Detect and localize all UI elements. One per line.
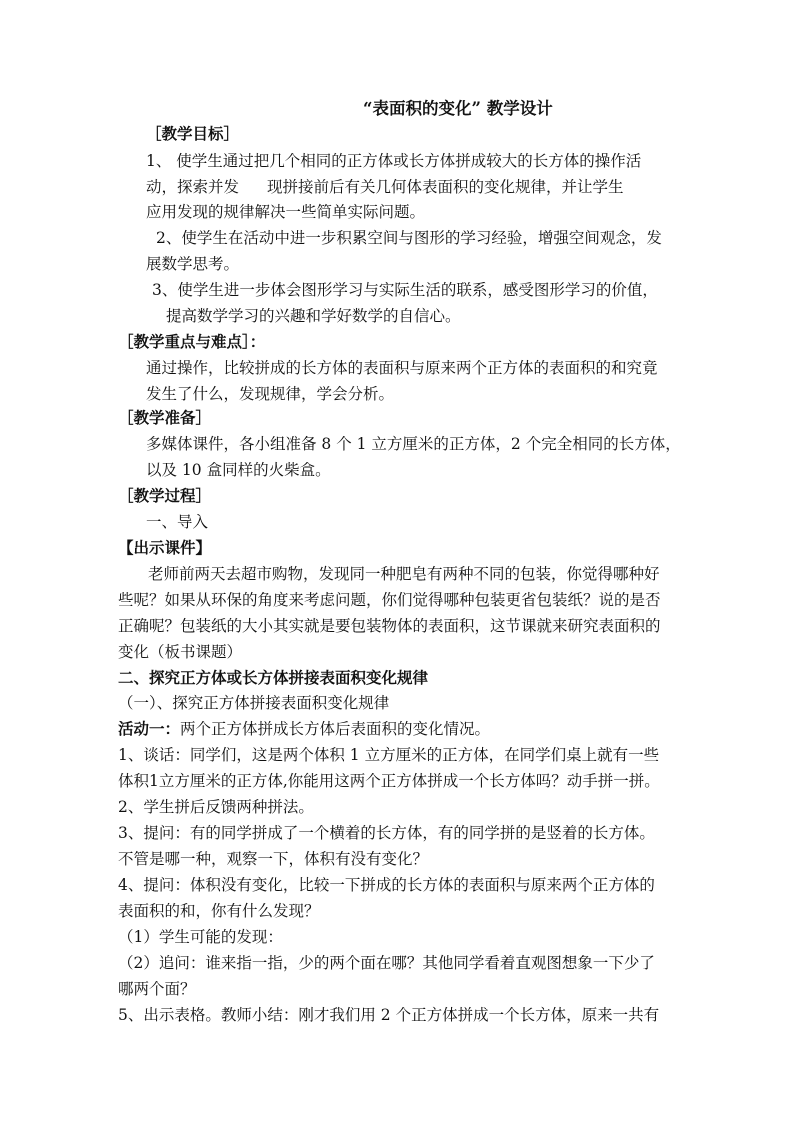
intro-paragraph-line-1: 老师前两天去超市购物，发现同一种肥皂有两种不同的包装，你觉得哪种好 [148,565,660,583]
step-4-line-1: 4、提问：体积没有变化，比较一下拼成的长方体的表面积与原来两个正方体的 [118,876,655,894]
subsection-cube-heading: （一）、探究正方体拼接表面积变化规律 [118,694,390,712]
preparation-line-1: 多媒体课件，各小组准备 8 个 1 立方厘米的正方体，2 个完全相同的长方体， [146,435,681,453]
document-title: “表面积的变化” 教学设计 [363,99,553,118]
step-4-b-line-1: （2）追问：谁来指一指，少的两个面在哪？其他同学看着直观图想象一下少了 [118,954,655,972]
heading-teaching-goals: ［教学目标］ [146,124,240,143]
key-points-line-2: 发生了什么，发现规律，学会分析。 [146,385,395,403]
goal-2-line-1: 2、使学生在活动中进一步积累空间与图形的学习经验，增强空间观念，发 [156,229,662,247]
section-explore-heading: 二、探究正方体或长方体拼接表面积变化规律 [118,668,429,687]
goal-3-line-2: 提高数学学习的兴趣和学好数学的自信心。 [166,307,461,325]
preparation-line-2: 以及 10 盒同样的火柴盒。 [146,461,331,479]
step-5: 5、出示表格。教师小结：刚才我们用 2 个正方体拼成一个长方体，原来一共有 [118,1006,660,1024]
goal-1-line-2b: 现拼接前后有关几何体表面积的变化规律，并让学生 [267,178,624,196]
intro-paragraph-line-4: 变化（板书课题） [118,643,243,661]
step-1-line-1: 1、谈话：同学们，这是两个体积 1 立方厘米的正方体，在同学们桌上就有一些 [118,746,660,764]
step-4-b-line-2: 哪两个面？ [118,980,196,998]
goal-3-line-1: 3、使学生进一步体会图形学习与实际生活的联系，感受图形学习的价值， [152,281,658,299]
activity-1-label: 活动一： [118,719,181,738]
goal-1-line-2a: 动，探索并发 [146,178,240,196]
activity-1-text: 两个正方体拼成长方体后表面积的变化情况。 [180,720,491,738]
step-2: 2、学生拼后反馈两种拼法。 [118,798,314,816]
intro-paragraph-line-2: 些呢？如果从环保的角度来考虑问题，你们觉得哪种包装更省包装纸？说的是否 [118,591,661,609]
key-points-line-1: 通过操作，比较拼成的长方体的表面积与原来两个正方体的表面积的和究竟 [146,359,658,377]
intro-paragraph-line-3: 正确呢？包装纸的大小其实就是要包装物体的表面积，这节课就来研究表面积的 [118,617,661,635]
show-courseware: 【出示课件】 [118,538,212,557]
heading-preparation: ［教学准备］ [118,408,212,427]
goal-2-line-2: 展数学思考。 [146,255,240,273]
goal-1-line-2 [146,177,624,197]
heading-key-points: ［教学重点与难点］： [118,332,266,351]
step-4-line-2: 表面积的和，你有什么发现？ [118,902,320,920]
goal-1-line-3: 应用发现的规律解决一些简单实际问题。 [146,203,426,221]
step-4-a: （1）学生可能的发现： [118,928,283,946]
section-intro: 一、导入 [146,513,209,531]
heading-teaching-process: ［教学过程］ [118,486,212,505]
goal-1-line-1: 1、 使学生通过把几个相同的正方体或长方体拼成较大的长方体的操作活 [146,152,642,170]
step-3-line-1: 3、提问：有的同学拼成了一个横着的长方体，有的同学拼的是竖着的长方体。 [118,824,655,842]
activity-1 [118,719,490,739]
step-3-line-2: 不管是哪一种，观察一下，体积有没有变化？ [118,850,429,868]
step-1-line-2: 体积1立方厘米的正方体,你能用这两个正方体拼成一个长方体吗？动手拼一拼。 [118,772,660,790]
